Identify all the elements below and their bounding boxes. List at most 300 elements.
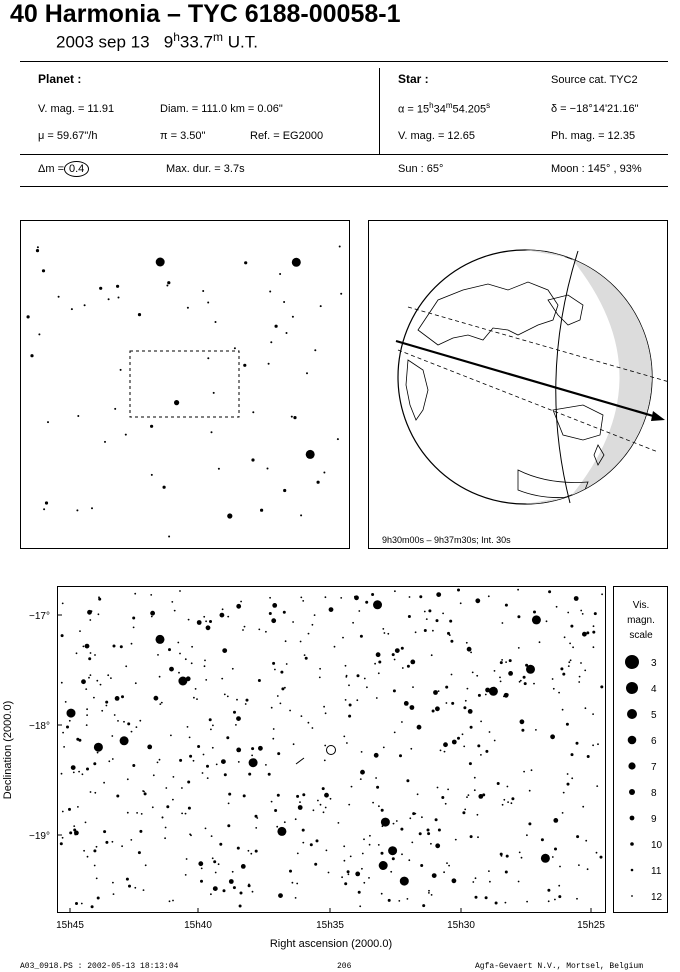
star [71, 308, 73, 310]
sun-elongation: Sun : 65° [398, 163, 444, 175]
star [284, 687, 286, 689]
star [345, 699, 347, 701]
star [115, 696, 120, 701]
star [431, 654, 433, 656]
star [244, 261, 247, 264]
star [470, 652, 472, 654]
star [369, 844, 371, 846]
star [596, 785, 598, 787]
star [579, 676, 581, 678]
star [203, 754, 205, 756]
star [323, 811, 325, 813]
star [363, 838, 365, 840]
star [348, 873, 350, 875]
star [466, 642, 468, 644]
star [271, 801, 273, 803]
star [133, 627, 135, 629]
star [576, 742, 579, 745]
star [215, 872, 217, 874]
star [272, 662, 275, 665]
star [410, 748, 412, 750]
star [221, 678, 223, 680]
star [447, 789, 449, 791]
star [219, 843, 222, 846]
star [338, 822, 340, 824]
star [131, 643, 133, 645]
star [442, 613, 444, 615]
star [185, 874, 187, 876]
star [485, 896, 488, 899]
star-phmag: Ph. mag. = 12.35 [551, 130, 636, 142]
star [251, 458, 254, 461]
star [127, 812, 129, 814]
star [424, 611, 426, 613]
star [234, 347, 236, 349]
star [236, 716, 241, 721]
star [179, 759, 182, 762]
scale-title-line: magn. [627, 615, 655, 626]
star [520, 719, 525, 724]
star [179, 590, 181, 592]
star [127, 722, 130, 725]
star [402, 667, 404, 669]
star [134, 593, 136, 595]
star [240, 892, 243, 895]
star [464, 809, 466, 811]
star [280, 703, 282, 705]
star [475, 877, 477, 879]
star [212, 725, 214, 727]
star [94, 865, 96, 867]
star [504, 693, 509, 698]
star [437, 787, 439, 789]
star [564, 636, 566, 638]
star [411, 842, 413, 844]
star [271, 707, 273, 709]
star [268, 773, 271, 776]
star [116, 795, 119, 798]
star [36, 249, 39, 252]
star [136, 812, 138, 814]
star [345, 676, 347, 678]
star [329, 607, 334, 612]
star [470, 835, 473, 838]
star [474, 777, 476, 779]
y-tick-label: −18° [29, 721, 50, 732]
star [414, 813, 416, 815]
star [467, 647, 472, 652]
star [361, 751, 363, 753]
star [600, 856, 603, 859]
star [511, 797, 514, 800]
star [360, 778, 362, 780]
star [181, 813, 183, 815]
star [239, 905, 242, 908]
star [236, 699, 238, 701]
star [138, 313, 141, 316]
star [170, 735, 172, 737]
star [93, 697, 95, 699]
star [197, 745, 200, 748]
star [204, 665, 206, 667]
star [554, 899, 556, 901]
delta-mag: Δm = 0.4 [38, 161, 89, 177]
star [441, 796, 444, 799]
star [233, 886, 236, 889]
star [255, 850, 258, 853]
star [531, 769, 533, 771]
star [30, 354, 33, 357]
star [296, 883, 298, 885]
star [283, 611, 286, 614]
star [324, 760, 326, 762]
star [412, 686, 414, 688]
star [472, 672, 474, 674]
star [69, 831, 72, 834]
star [324, 745, 326, 747]
star [281, 687, 284, 690]
star [255, 827, 257, 829]
star [584, 670, 586, 672]
star [305, 657, 308, 660]
star [300, 597, 302, 599]
table-top-rule [20, 61, 668, 62]
table-divider [379, 68, 380, 154]
star [428, 609, 431, 612]
star [571, 777, 573, 779]
star [419, 832, 422, 835]
star [108, 760, 110, 762]
star [233, 711, 236, 714]
star [525, 664, 528, 667]
star [359, 905, 361, 907]
star [172, 900, 174, 902]
star [177, 642, 179, 644]
star [474, 789, 476, 791]
star [108, 298, 110, 300]
event-date: 2003 sep 13 [56, 32, 150, 52]
star [68, 808, 71, 811]
star [143, 889, 145, 891]
star [112, 882, 114, 884]
star [248, 773, 251, 776]
star [382, 628, 384, 630]
star [369, 835, 371, 837]
star [304, 654, 306, 656]
star [379, 861, 388, 870]
star [501, 659, 503, 661]
star [295, 897, 297, 899]
star [120, 369, 122, 371]
star [98, 598, 101, 601]
star [401, 853, 403, 855]
star [159, 759, 161, 761]
star [165, 827, 167, 829]
y-tick-label: −19° [29, 831, 50, 842]
star [216, 764, 218, 766]
star [341, 876, 343, 878]
star-heading: Star : [398, 72, 429, 86]
star [179, 653, 181, 655]
star [494, 740, 496, 742]
star [569, 643, 571, 645]
star [408, 615, 411, 618]
star [189, 833, 191, 835]
star [478, 794, 483, 799]
star [191, 646, 193, 648]
footer-file-info: A03_0918.PS : 2002-05-13 18:13:04 [20, 962, 179, 971]
y-tick-label: −17° [29, 611, 50, 622]
star [457, 589, 460, 592]
star [596, 852, 598, 854]
star-source-catalog: Source cat. TYC2 [551, 74, 638, 86]
star [62, 603, 64, 605]
star [272, 738, 274, 740]
star [207, 302, 209, 304]
star [426, 618, 428, 620]
star [578, 681, 580, 683]
star [358, 610, 360, 612]
star [90, 674, 92, 676]
star [553, 688, 555, 690]
star [101, 710, 103, 712]
star [242, 629, 244, 631]
star [302, 829, 305, 832]
scale-label: 10 [651, 840, 663, 851]
planet-diameter: Diam. = 111.0 km = 0.06" [160, 103, 283, 115]
star [289, 710, 291, 712]
star [448, 865, 450, 867]
star [572, 646, 574, 648]
star [518, 881, 520, 883]
star [211, 431, 213, 433]
star [93, 762, 96, 765]
star [592, 744, 594, 746]
star [210, 893, 212, 895]
star [91, 610, 93, 612]
star [228, 803, 230, 805]
star [568, 665, 570, 667]
star [292, 882, 294, 884]
star [65, 701, 67, 703]
star [163, 486, 166, 489]
star [422, 904, 425, 907]
star [398, 900, 400, 902]
star [392, 653, 395, 656]
star [223, 889, 226, 892]
scale-label: 8 [651, 788, 657, 799]
star [308, 633, 310, 635]
star [489, 731, 491, 733]
star [250, 853, 252, 855]
star [344, 882, 347, 885]
star [376, 652, 381, 657]
star [213, 860, 216, 863]
star [212, 747, 214, 749]
star [314, 349, 316, 351]
star [505, 902, 507, 904]
star [597, 743, 599, 745]
star [393, 823, 395, 825]
star [131, 731, 133, 733]
star [206, 765, 209, 768]
star [567, 783, 570, 786]
star-vmag: V. mag. = 12.65 [398, 130, 475, 142]
star [394, 590, 396, 592]
star [388, 846, 397, 855]
event-time-hour: 9 [163, 32, 174, 52]
star [592, 631, 595, 634]
star [126, 878, 129, 881]
star [553, 818, 558, 823]
star [164, 837, 166, 839]
star [76, 509, 78, 511]
star [237, 847, 240, 850]
star [77, 415, 79, 417]
max-duration: Max. dur. = 3.7s [166, 163, 245, 175]
star [508, 671, 513, 676]
star [354, 595, 359, 600]
star [120, 736, 129, 745]
star [343, 845, 345, 847]
star [159, 703, 161, 705]
star [100, 684, 102, 686]
footer-credit: Agfa-Gevaert N.V., Mortsel, Belgium [475, 962, 644, 971]
star [408, 859, 410, 861]
star [206, 625, 211, 630]
star [554, 848, 557, 851]
star [507, 801, 509, 803]
star [428, 892, 430, 894]
star [469, 762, 472, 765]
star [424, 629, 427, 632]
star [378, 844, 380, 846]
star [306, 450, 315, 459]
star [291, 416, 293, 418]
star [188, 619, 190, 621]
star [357, 674, 360, 677]
star [325, 596, 327, 598]
scale-label: 5 [651, 710, 657, 721]
star [128, 885, 131, 888]
star [238, 761, 240, 763]
star [457, 737, 460, 740]
star [134, 887, 136, 889]
star [502, 622, 504, 624]
star [381, 852, 384, 855]
star [387, 633, 389, 635]
star [83, 646, 85, 648]
star [86, 708, 88, 710]
minute-symbol: m [213, 30, 224, 44]
star [255, 815, 258, 818]
star [393, 689, 396, 692]
star [317, 800, 319, 802]
star [462, 733, 464, 735]
star [388, 899, 391, 902]
star [227, 616, 229, 618]
star [392, 857, 395, 860]
star [236, 604, 241, 609]
star [420, 864, 423, 867]
star [558, 895, 561, 898]
star [193, 697, 195, 699]
star [209, 620, 212, 623]
star [116, 285, 119, 288]
star [468, 709, 473, 714]
star [349, 704, 352, 707]
star [248, 884, 250, 886]
star [451, 702, 454, 705]
star [185, 658, 187, 660]
star [74, 834, 76, 836]
star [485, 694, 487, 696]
star [268, 363, 270, 365]
star [104, 441, 106, 443]
star [157, 762, 159, 764]
star [593, 625, 595, 627]
x-tick-label: 15h25 [577, 920, 605, 931]
star [400, 828, 403, 831]
star [292, 258, 301, 267]
star [301, 715, 303, 717]
scale-marker [625, 655, 639, 669]
finder-chart [20, 220, 351, 550]
star [462, 811, 465, 814]
star [227, 696, 229, 698]
star [258, 679, 261, 682]
star [355, 872, 360, 877]
star [378, 672, 380, 674]
star [585, 840, 587, 842]
star [103, 782, 105, 784]
star [319, 668, 321, 670]
star [362, 853, 364, 855]
star [337, 438, 339, 440]
star [410, 660, 415, 665]
star [267, 468, 269, 470]
star [302, 600, 304, 602]
star [312, 727, 314, 729]
star [188, 807, 191, 810]
scale-label: 9 [651, 814, 657, 825]
star [445, 686, 448, 689]
star [361, 868, 363, 870]
star [324, 793, 329, 798]
star [375, 777, 377, 779]
star [75, 902, 78, 905]
star [125, 434, 127, 436]
star [547, 889, 550, 892]
star [497, 782, 500, 785]
star [347, 870, 350, 873]
star [352, 622, 354, 624]
star [374, 604, 376, 606]
star [165, 787, 167, 789]
star [191, 662, 193, 664]
star [485, 750, 488, 753]
y-axis-label: Declination (2000.0) [2, 700, 14, 800]
star [316, 839, 319, 842]
star [204, 660, 206, 662]
star [69, 720, 71, 722]
star [226, 736, 229, 739]
star [310, 843, 313, 846]
star [279, 273, 281, 275]
globe-caption: 9h30m00s – 9h37m30s; Int. 30s [382, 535, 511, 545]
star [519, 852, 521, 854]
star [421, 816, 423, 818]
